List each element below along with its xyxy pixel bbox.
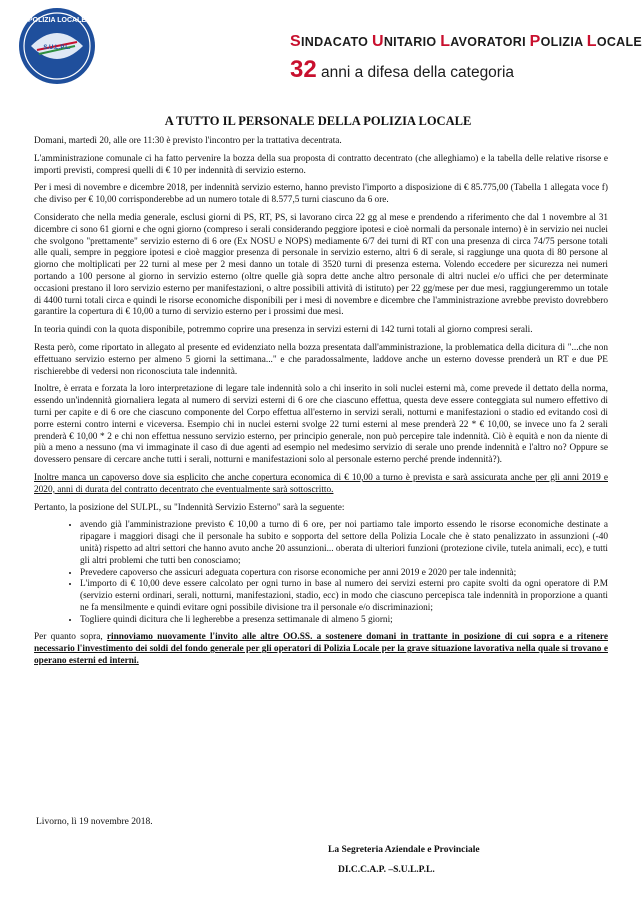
sulpl-logo-icon <box>17 6 97 86</box>
place-date: Livorno, lì 19 novembre 2018. <box>36 817 153 827</box>
list-item: • avendo già l'amministrazione previsto € 10,00 a turno di 6 ore, per noi partiamo tale importo essendo le risorse economiche destinate a ripagare i maggiori disagi che il personale ha subito e sopporta del settore della Polizia Locale che è stato penalizzato in assunzioni (-40 unità) rispetto ad altri settori che hanno avuto anche 20 assunzioni... oberata di ulteriori funzioni (protezione civile, tutela animali, ecc), e tutti gli altri problemi che tutti ben conosciamo; <box>80 520 608 567</box>
paragraph: L'amministrazione comunale ci ha fatto pervenire la bozza della sua proposta di contratto decentrato (che alleghiamo) e la tabella delle relative risorse e importi previsti, compresi quelli di € 10 per indennità di servizio esterno. <box>34 153 608 176</box>
paragraph: Resta però, come riportato in allegato al presente ed evidenziato nella bozza presentata dall'amministrazione, la problematica della dicitura di "...che non effettuano servizio esterno per almeno 5 giorni la settimana..." e che paradossalmente, laddove anche un esterno dovesse prenderà un RT e due PE rischierebbe di vedersi non riconosciuta tale indennità. <box>34 342 608 377</box>
list-item: • L'importo di € 10,00 deve essere calcolato per ogni turno in base al numero dei servizi esterni pro capite svolti da ogni operatore di P.M (servizio esterni ordinari, serali, notturni, manifestazioni, stadio, ecc) in modo che ciascuno percepisca tale indennità in proporzione a quanti ne fa mensilmente e quindi evitare ogni possibile divisione tra il personale e/o discriminazioni; <box>80 579 608 614</box>
paragraph: Considerato che nella media generale, esclusi giorni di PS, RT, PS, si lavorano circa 22 gg al mese e prendendo a riferimento che dal 1 novembre al 31 dicembre ci sono 61 giorni e che ogni giorno (compreso i serali considerando peggiore ipotesi e cioè normali da personale interno) è in servizio nei nuclei che svolgono "prettamente" servizio esterno di 6 ore (Ex NOSU e NOPS) mediamente 6/7 dei turni di RT con una presenza di circa 74/75 persone totali alle quali, sempre in peggiore ipotesi e cioè maggior presenza di personale in servizio esterno, altri 6 di serale, si raggiunge una quota di 80 persone al giorno che moltiplicati per 22 turni al mese per 2 mesi danno un totale di 3520 turni di presenza esterna. Volendo eccedere per sicurezza nei numeri portando a 100 persone al giorno in servizio esterno (oltre quelle già sopra dette anche altro personale di altri nuclei e/o uffici che per determinate occasioni prestano il loro servizio esterno per manifestazioni, o altre possibili attività di istituto) per 22 gg/mese per due mesi, raggiungeremmo un totale di 4400 turni totali circa e quindi le risorse economiche disponibili per i mesi di novembre e dicembre che l'amministrazione avrebbe previsto dovrebbero garantire la copertura di € 10,00 a turno di servizio esterno per i prossimi due mesi. <box>34 212 608 318</box>
closing-lead: Per quanto sopra, <box>34 632 107 643</box>
document-body <box>34 136 608 674</box>
paragraph: Per i mesi di novembre e dicembre 2018, per indennità servizio esterno, hanno previsto l'importo a disposizione di € 85.775,00 (Tabella 1 allegata voce f) che diviso per € 10,00 corrisponderebbe ad un numero totale di 8.577,5 turni ciascuno da 6 ore. <box>34 183 608 206</box>
org-name-initial: P <box>529 33 541 50</box>
paragraph: Domani, martedì 20, alle ore 11:30 è previsto l'incontro per la trattativa decentrata. <box>34 136 342 146</box>
tagline-text: anni a difesa della categoria <box>316 64 515 81</box>
logo-badge-lettering: S.U.L.P.L. <box>43 45 71 51</box>
paragraph: Inoltre, è errata e forzata la loro interpretazione di legare tale indennità solo a chi inserito in soli nuclei esterni mà, come prevede il dettato della norma, essendo un'indennità giornaliera legata al numero di servizi esterni di 6 ore che ciascuno effettua, questa deve essere conteggiata sul numero effettivo di turni per capite e di 6 ore che ciascuno componente del Corpo effettua all'esterno in servizi serali, notturni e manifestazioni o stadio ed evitando così di porre esterni contro interni e viceversa. Esempio chi in nuclei esterni svolge 22 turni esterni al mese prenderà 22 * € 10,00, se invece uno fa 2 serali prenderà € 10,00 * 2 e chi non effettua nessuno servizio esterno, per principio generale, non può percepire tale indennità. Ciò è equità e non da niente di più a meno a nessuno (ma vi immaginate il caso di due agenti ad esempio nel medesimo servizio di serale uno prende indennità e l'altro no? Oppure se dovessero pensare di cercare anche tutti i serali, notturni e manifestazioni solo al personale esterno perché prende indennità?). <box>34 384 608 466</box>
list-item: • Togliere quindi dicitura che li legherebbe a presenza settimanale di almeno 5 giorni; <box>80 615 608 627</box>
closing-emphasis: rinnoviamo nuovamente l'invito alle altre OO.SS. a sostenere domani in trattante in posizione di cui sopra e a ritenere necessario l'investimento dei soldi del fondo generale per gli operatori di Polizia Locale per la grave situazione lavorativa nella quale si trovano e operano esterni ed interni. <box>34 632 608 667</box>
position-list <box>34 520 608 626</box>
tagline-years: 32 <box>290 56 317 83</box>
closing-paragraph <box>34 632 608 667</box>
org-name-word: AVORATORI <box>450 35 530 49</box>
signature-block <box>328 840 480 880</box>
paragraph: Pertanto, la posizione del SULPL, su "Indennità Servizio Esterno" sarà la seguente: <box>34 502 345 513</box>
underlined-paragraph: Inoltre manca un capoverso dove sia esplicito che anche copertura economica di € 10,00 a turno è prevista e sarà assicurata anche per gli anni 2019 e 2020, anni di durata del contratto decentrato che eventualmente sarà sottoscritto. <box>34 472 608 495</box>
paragraph: In teoria quindi con la quota disponibile, potremmo coprire una presenza in servizi esterni di 142 turni totali al giorno compresi serali. <box>34 325 533 336</box>
org-name-initial: U <box>371 33 384 50</box>
signature-line-1: La Segreteria Aziendale e Provinciale <box>328 845 480 855</box>
org-name-initial: S <box>290 33 301 50</box>
logo-lettering: POLIZIA LOCALE <box>27 17 87 24</box>
document-title: A TUTTO IL PERSONALE DELLA POLIZIA LOCALE <box>164 114 472 128</box>
signature-line-2: DI.C.C.A.P. –S.U.L.P.L. <box>338 865 435 875</box>
org-name-word: NITARIO <box>383 35 441 49</box>
org-name-word: INDACATO <box>300 35 372 49</box>
list-item: • Prevedere capoverso che assicuri adeguata copertura con risorse economiche per anni 2019 e 2020 per tale indennità; <box>80 568 608 580</box>
org-name-word: OLIZIA <box>540 35 587 49</box>
union-name <box>290 33 642 51</box>
org-name-initial: L <box>586 33 597 50</box>
org-name-word: OCALE <box>596 35 642 49</box>
org-name-initial: L <box>440 33 451 50</box>
tagline <box>290 56 514 84</box>
